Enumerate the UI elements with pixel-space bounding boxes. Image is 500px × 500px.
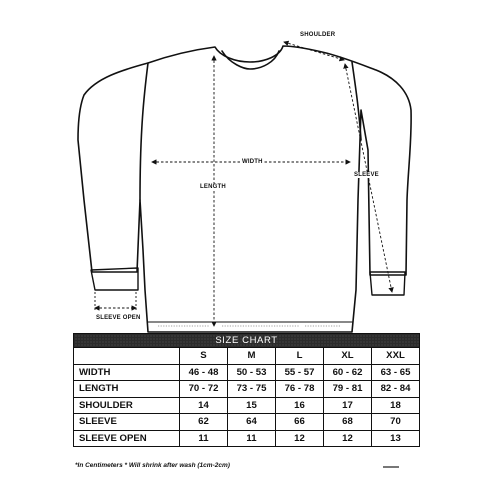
size-header: XXL xyxy=(372,348,420,365)
length-label: LENGTH xyxy=(200,184,226,190)
footnote: *In Centimeters * Will shrink after wash (1cm-2cm) xyxy=(75,462,230,469)
table-cell: 55 - 57 xyxy=(276,364,324,381)
table-cell: 70 - 72 xyxy=(180,381,228,398)
size-header: L xyxy=(276,348,324,365)
shirt-outline xyxy=(78,46,411,332)
table-cell: 63 - 65 xyxy=(372,364,420,381)
table-row xyxy=(74,381,420,398)
row-label: WIDTH xyxy=(74,364,180,381)
size-header-row xyxy=(74,348,420,365)
table-cell: 12 xyxy=(276,430,324,447)
table-cell: 62 xyxy=(180,414,228,431)
table-cell: 16 xyxy=(276,397,324,414)
table-cell: 76 - 78 xyxy=(276,381,324,398)
table-cell: 17 xyxy=(324,397,372,414)
row-label: LENGTH xyxy=(74,381,180,398)
table-cell: 15 xyxy=(228,397,276,414)
table-cell: 64 xyxy=(228,414,276,431)
table-cell: 11 xyxy=(228,430,276,447)
size-header: S xyxy=(180,348,228,365)
row-label: SHOULDER xyxy=(74,397,180,414)
table-cell: 82 - 84 xyxy=(372,381,420,398)
shoulder-label: SHOULDER xyxy=(300,32,336,38)
table-cell: 70 xyxy=(372,414,420,431)
sleeve-label: SLEEVE xyxy=(354,172,379,178)
table-cell: 46 - 48 xyxy=(180,364,228,381)
width-label: WIDTH xyxy=(242,159,263,165)
table-row xyxy=(74,430,420,447)
table-cell: 14 xyxy=(180,397,228,414)
table-cell: 50 - 53 xyxy=(228,364,276,381)
table-row xyxy=(74,364,420,381)
table-row xyxy=(74,414,420,431)
table-cell: 11 xyxy=(180,430,228,447)
size-chart-title-row xyxy=(74,334,420,348)
sleeve-open-label: SLEEVE OPEN xyxy=(96,315,141,321)
table-cell: 68 xyxy=(324,414,372,431)
table-cell: 60 - 62 xyxy=(324,364,372,381)
footnote-mark xyxy=(383,466,399,468)
table-cell: 66 xyxy=(276,414,324,431)
table-cell: 18 xyxy=(372,397,420,414)
size-header: XL xyxy=(324,348,372,365)
header-corner xyxy=(74,348,180,365)
table-cell: 13 xyxy=(372,430,420,447)
size-chart-title: SIZE CHART xyxy=(74,334,420,348)
size-chart-table xyxy=(73,333,420,447)
table-cell: 79 - 81 xyxy=(324,381,372,398)
row-label: SLEEVE OPEN xyxy=(74,430,180,447)
table-row xyxy=(74,397,420,414)
table-cell: 73 - 75 xyxy=(228,381,276,398)
size-header: M xyxy=(228,348,276,365)
table-cell: 12 xyxy=(324,430,372,447)
row-label: SLEEVE xyxy=(74,414,180,431)
size-chart xyxy=(73,333,419,447)
